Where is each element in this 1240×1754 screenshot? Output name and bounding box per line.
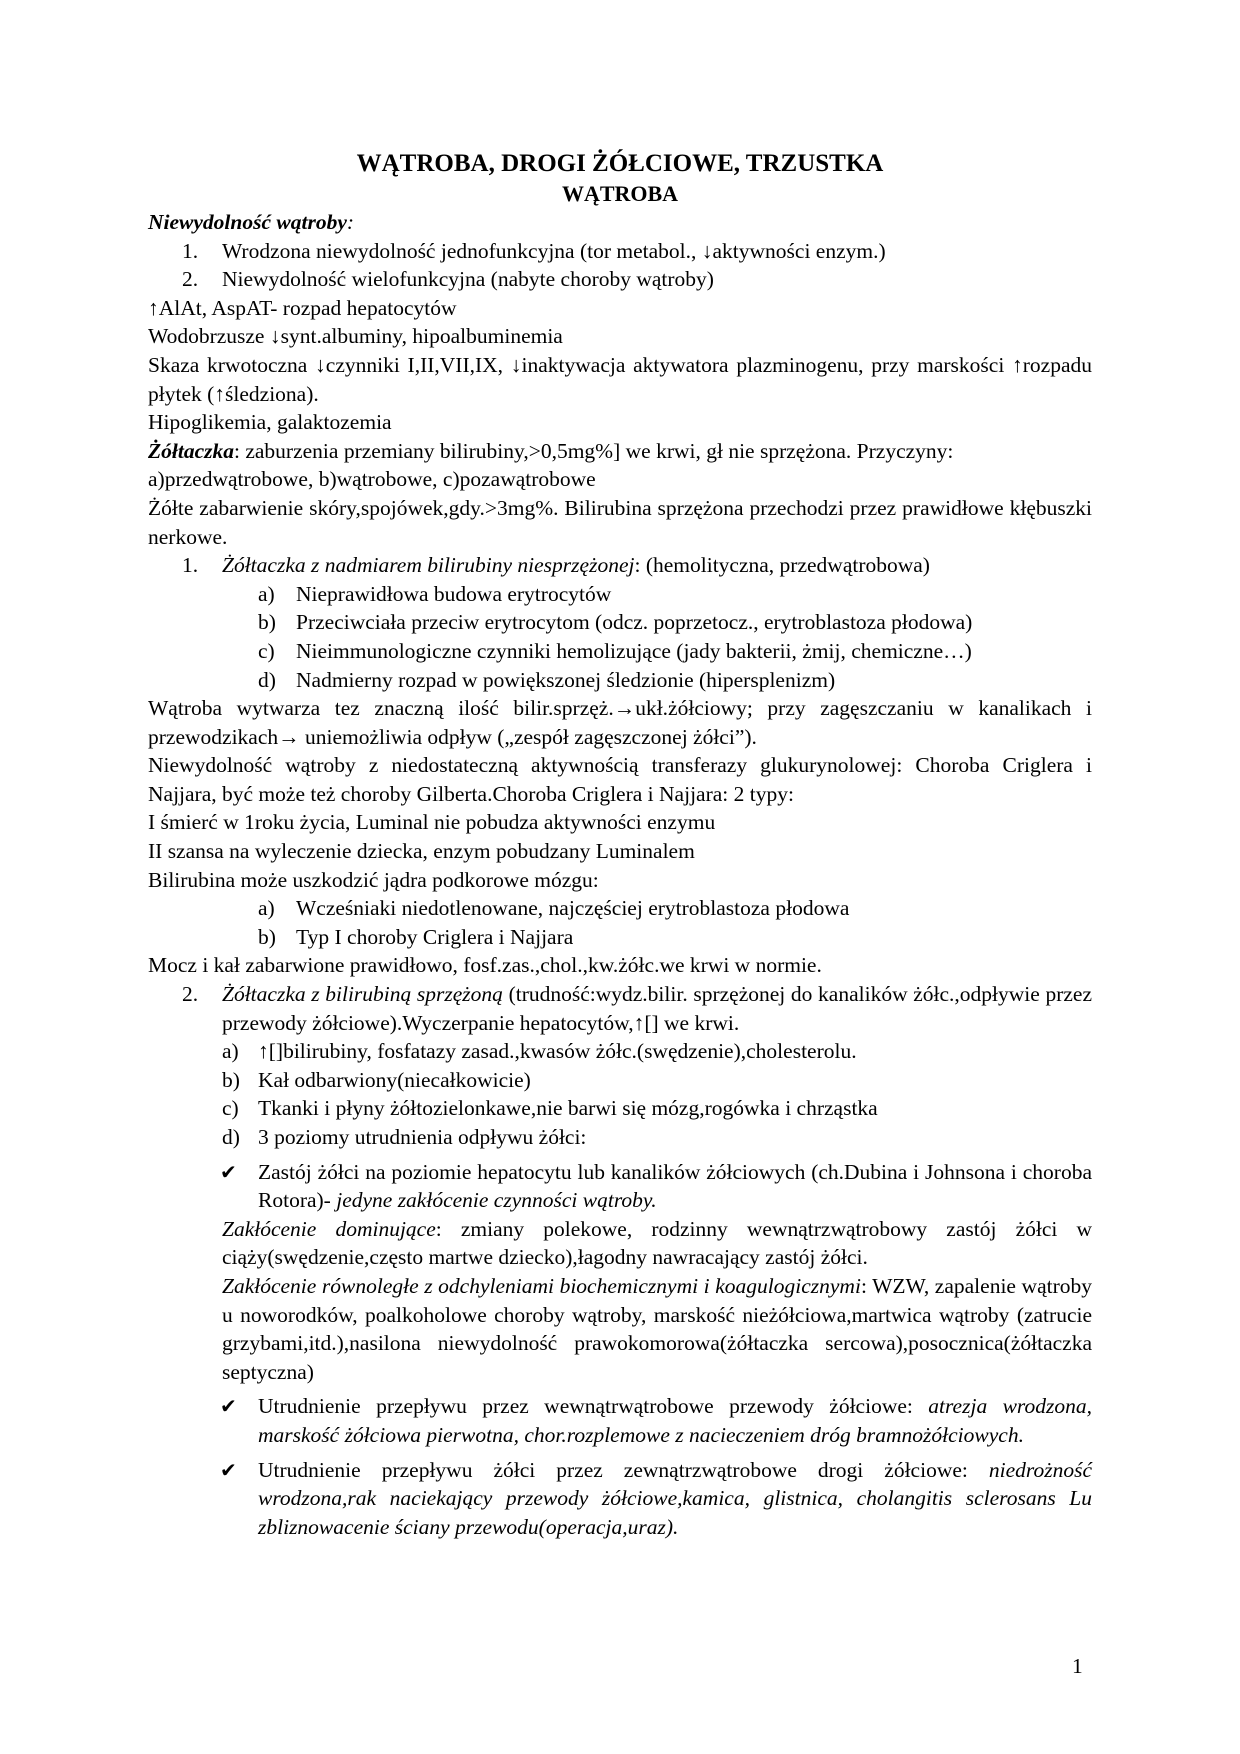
checkmark-icon: ✔ bbox=[220, 1394, 237, 1419]
paragraph: ↑AlAt, AspAT- rozpad hepatocytów bbox=[148, 295, 457, 320]
document-title: WĄTROBA, DROGI ŻÓŁCIOWE, TRZUSTKA bbox=[356, 150, 884, 177]
paragraph: Hipoglikemia, galaktozemia bbox=[148, 410, 392, 435]
list-item: d) 3 poziomy utrudnienia odpływu żółci: bbox=[222, 1125, 587, 1149]
section-title: WĄTROBA bbox=[561, 181, 679, 206]
section-1-heading: 1. Żółtaczka z nadmiarem bilirubiny niesprzężonej: (hemolityczna, przedwątrobowa) bbox=[182, 553, 930, 578]
list-item: d) Nadmierny rozpad w powiększonej śledzionie (hipersplenizm) bbox=[258, 667, 836, 692]
paragraph: Wodobrzusze ↓synt.albuminy, hipoalbuminemia bbox=[148, 324, 563, 349]
check-item: ✔ Utrudnienie przepływu przez wewnątrwątrobowe przewody żółciowe: atrezja wrodzona, marskość żółciowa pierwotna, chor.rozplemowe z nacieczeniem dróg bramnożółciowych. bbox=[220, 1394, 1092, 1447]
paragraph: Mocz i kał zabarwione prawidłowo, fosf.zas.,chol.,kw.żółc.we krwi w normie. bbox=[148, 953, 822, 978]
list-item: 1. Wrodzona niewydolność jednofunkcyjna (tor metabol., ↓aktywności enzym.) bbox=[182, 238, 886, 263]
check-item: ✔ Utrudnienie przepływu żółci przez zewnątrzwątrobowe drogi żółciowe: niedrożność wrodzona,rak naciekający przewody żółciowe,kamica, glistnica, cholangitis sclerosans Lu zbliznowacenie ściany przewodu(operacja,uraz). bbox=[220, 1457, 1092, 1539]
list-item: b) Typ I choroby Criglera i Najjara bbox=[258, 924, 574, 949]
check-item: ✔ Zastój żółci na poziomie hepatocytu lub kanalików żółciowych (ch.Dubina i Johnsona i choroba Rotora)- jedyne zakłócenie czynności wątroby. bbox=[220, 1159, 1092, 1213]
paragraph: Zakłócenie dominujące: zmiany polekowe, rodzinny wewnątrzwątrobowy zastój żółci w ciąży(swędzenie,często martwe dziecko),łagodny nawracający zastój żółci. bbox=[222, 1216, 1092, 1270]
list-item: a) Nieprawidłowa budowa erytrocytów bbox=[258, 581, 612, 606]
list-item: c) Tkanki i płyny żółtozielonkawe,nie barwi się mózg,rogówka i chrząstka bbox=[222, 1096, 878, 1121]
paragraph: Bilirubina może uszkodzić jądra podkorowe mózgu: bbox=[148, 867, 599, 892]
page-number: 1 bbox=[1072, 1654, 1083, 1678]
list-item: b) Przeciwciała przeciw erytrocytom (odcz. poprzetocz., erytroblastoza płodowa) bbox=[258, 610, 973, 635]
list-item: b) Kał odbarwiony(niecałkowicie) bbox=[222, 1067, 531, 1092]
checkmark-icon: ✔ bbox=[220, 1457, 237, 1482]
section-2-heading: 2. Żółtaczka z bilirubiną sprzężoną (trudność:wydz.bilir. sprzężonej do kanalików żółc.,odpływie przez przewody żółciowe).Wyczerpanie hepatocytów,↑[] we krwi. bbox=[182, 982, 1092, 1035]
paragraph: I śmierć w 1roku życia, Luminal nie pobudza aktywności enzymu bbox=[148, 810, 716, 835]
paragraph: Zakłócenie równoległe z odchyleniami biochemicznymi i koagulogicznymi: WZW, zapalenie wątroby u noworodków, poalkoholowe choroby wątroby, marskość nieżółciowa,martwica wątroby (zatrucie grzybami,itd.),nasilona niewydolność prawokomorowa(żółtaczka sercowa),posocznica(żółtaczka septyczna) bbox=[222, 1273, 1092, 1384]
page-content bbox=[148, 148, 1092, 1541]
list-item: c) Nieimmunologiczne czynniki hemolizujące (jady bakterii, żmij, chemiczne…) bbox=[258, 638, 972, 663]
heading-text: Niewydolność wątroby bbox=[148, 210, 347, 234]
list-item: 2. Niewydolność wielofunkcyjna (nabyte choroby wątroby) bbox=[182, 267, 714, 292]
zoltaczka-definition: Żółtaczka: zaburzenia przemiany bilirubiny,>0,5mg%] we krwi, gł nie sprzężona. Przyczyny: a)przedwątrobowe, b)wątrobowe, c)pozawątrobowe bbox=[148, 438, 954, 492]
niewydolnosc-heading: Niewydolność wątroby: bbox=[148, 210, 355, 234]
paragraph: Skaza krwotoczna ↓czynniki I,II,VII,IX, ↓inaktywacja aktywatora plazminogenu, przy marskości ↑rozpadu płytek (↑śledziona). bbox=[148, 352, 1092, 406]
list-item: a) ↑[]bilirubiny, fosfatazy zasad.,kwasów żółc.(swędzenie),cholesterolu. bbox=[222, 1039, 857, 1064]
list-item: a) Wcześniaki niedotlenowane, najczęściej erytroblastoza płodowa bbox=[258, 896, 850, 921]
paragraph: Żółte zabarwienie skóry,spojówek,gdy.>3mg%. Bilirubina sprzężona przechodzi przez prawidłowe kłębuszki nerkowe. bbox=[148, 495, 1092, 549]
checkmark-icon: ✔ bbox=[220, 1159, 237, 1184]
paragraph: II szansa na wyleczenie dziecka, enzym pobudzany Luminalem bbox=[148, 839, 695, 864]
paragraph: Wątroba wytwarza tez znaczną ilość bilir.sprzęż.→ukł.żółciowy; przy zagęszczaniu w kanalikach i przewodzikach→ uniemożliwia odpływ („zespół zagęszczonej żółci”). bbox=[148, 696, 1092, 749]
paragraph: Niewydolność wątroby z niedostateczną aktywnością transferazy glukurynolowej: Choroba Criglera i Najjara, być może też choroby Gilberta.Choroba Criglera i Najjara: 2 typy: bbox=[148, 753, 1092, 806]
